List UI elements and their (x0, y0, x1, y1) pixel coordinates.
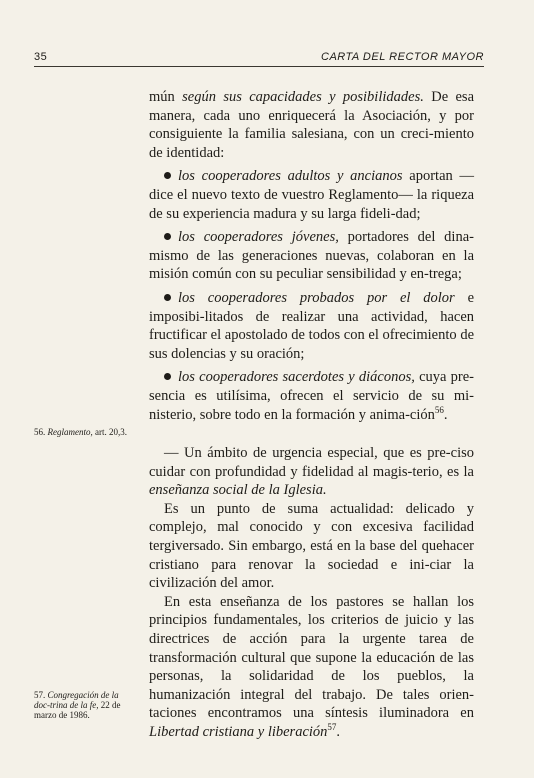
italic-run: Reglamento, (47, 427, 93, 437)
text-run: e imposibi-litados de realizar una actividad, hacen fructificar el apostolado de todos con el ofrecimiento de sus dolencias y su oración; (149, 289, 474, 362)
text-run: . (443, 406, 448, 423)
text-run: cuya pre-sencia es utilísima, ofrecen el servicio de su mi-nisterio, sobre todo en la formación y anima-ción (149, 369, 474, 423)
text-run: — Un ámbito de urgencia especial, que es pre-ciso cuidar con profundidad y fidelidad al magis-terio, es la (149, 445, 474, 480)
text-run: . (336, 724, 341, 740)
italic-run: los cooperadores jóvenes, (178, 229, 339, 246)
text-run: 22 de marzo de 1986. (34, 700, 121, 720)
paragraph-4 (149, 593, 474, 742)
italic-run: enseñanza social de la Iglesia. (149, 482, 327, 499)
text-run: mún (149, 89, 183, 105)
footnote-number: 57. (34, 690, 46, 700)
paragraph-2 (149, 444, 474, 500)
footnote-57 (34, 690, 134, 720)
text-run: En esta enseñanza de los pastores se hallan los principios fundamentales, los criterios de juicio y las directrices de acción para la urgente tarea de transformación cultural que supone la educación de las personas, la solidaridad de los pueblos, la humanización integral del trabajo. De tales orien-taciones encontramos una síntesis iluminadora en (149, 593, 474, 722)
italic-run: los cooperadores probados por el dolor (178, 289, 455, 306)
footnote-ref-57: 57 (327, 722, 337, 733)
text-run: aportan —dice el nuevo texto de vuestro Reglamento— la riqueza de su experiencia madura y su larga fideli-dad; (149, 168, 474, 222)
text-run: portadores del dina-mismo de las generaciones nuevas, colaboran en la misión común con su peculiar sensibilidad y en-trega; (149, 229, 474, 283)
bullet-item-suffering (149, 289, 474, 363)
text-run: art. 20,3. (92, 427, 127, 437)
bullet-icon (164, 172, 171, 179)
bullet-item-young (149, 228, 474, 284)
italic-run: los cooperadores adultos y ancianos (178, 168, 403, 185)
footnote-56 (34, 427, 134, 437)
text-run: De esa manera, cada uno enriquecerá la Asociación, y por consiguiente la familia salesiana, con un creci-miento de identidad: (149, 89, 475, 161)
footnote-number: 56. (34, 427, 46, 437)
page-header (34, 50, 484, 67)
italic-run: Libertad cristiana y liberación (149, 724, 328, 740)
text-run: Es un punto de suma actualidad: delicado y complejo, mal conocido y con excesiva facilidad tergiversado. Sin embargo, está en la base del quehacer cristiano para renovar la sociedad e ini-ciar la civilización del amor. (149, 500, 474, 592)
bullet-item-adults (149, 167, 474, 223)
bullet-icon (164, 233, 171, 240)
bullet-icon (164, 373, 171, 380)
bullet-icon (164, 294, 171, 301)
footnote-ref-56: 56 (434, 404, 444, 415)
italic-run: los cooperadores sacerdotes y diáconos, (178, 369, 415, 386)
running-title: CARTA DEL RECTOR MAYOR (321, 51, 484, 63)
page-number: 35 (34, 51, 48, 63)
body-text (149, 88, 474, 742)
italic-run: según sus capacidades y posibilidades. (182, 89, 424, 105)
italic-run: Congregación de la doc-trina de la fe, (34, 690, 119, 710)
paragraph-3 (149, 500, 474, 593)
paragraph-1 (149, 88, 474, 162)
bullet-item-priests (149, 368, 474, 424)
